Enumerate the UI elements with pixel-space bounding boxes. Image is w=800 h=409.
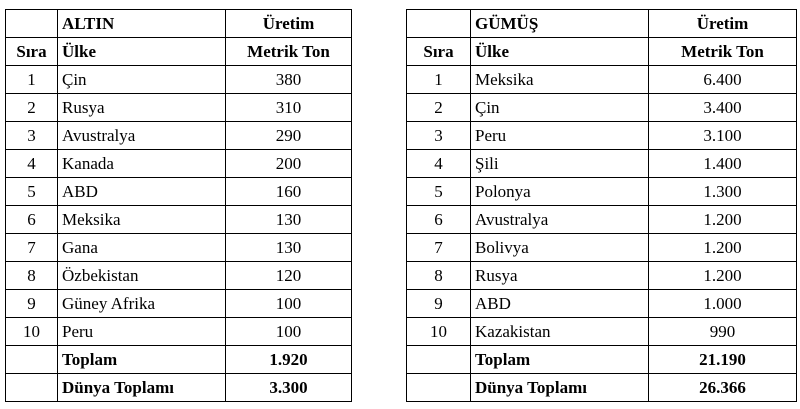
total-value: 21.190 bbox=[649, 346, 797, 374]
country-cell: Kazakistan bbox=[471, 318, 649, 346]
rank-cell: 2 bbox=[407, 94, 471, 122]
table-row bbox=[407, 318, 797, 346]
country-cell: Şili bbox=[471, 150, 649, 178]
silver-table-body bbox=[407, 10, 797, 66]
empty-cell bbox=[407, 374, 471, 402]
country-cell: Rusya bbox=[471, 262, 649, 290]
rank-cell: 3 bbox=[407, 122, 471, 150]
table-row bbox=[6, 122, 352, 150]
rank-header: Sıra bbox=[6, 38, 58, 66]
table-row bbox=[6, 290, 352, 318]
production-cell: 3.400 bbox=[649, 94, 797, 122]
production-cell: 200 bbox=[226, 150, 352, 178]
total-label: Toplam bbox=[471, 346, 649, 374]
unit-header: Metrik Ton bbox=[226, 38, 352, 66]
country-cell: Çin bbox=[58, 66, 226, 94]
table-row bbox=[6, 318, 352, 346]
rank-cell: 5 bbox=[407, 178, 471, 206]
gold-table-body bbox=[6, 10, 352, 66]
country-cell: Özbekistan bbox=[58, 262, 226, 290]
rank-cell: 1 bbox=[6, 66, 58, 94]
rank-cell: 2 bbox=[6, 94, 58, 122]
country-cell: ABD bbox=[58, 178, 226, 206]
production-cell: 1.300 bbox=[649, 178, 797, 206]
gold-totals bbox=[6, 346, 352, 402]
country-cell: Meksika bbox=[471, 66, 649, 94]
rank-cell: 10 bbox=[6, 318, 58, 346]
total-row bbox=[6, 346, 352, 374]
country-cell: Avustralya bbox=[58, 122, 226, 150]
country-cell: Bolivya bbox=[471, 234, 649, 262]
production-cell: 6.400 bbox=[649, 66, 797, 94]
country-cell: Güney Afrika bbox=[58, 290, 226, 318]
header-row-2 bbox=[407, 38, 797, 66]
production-cell: 1.400 bbox=[649, 150, 797, 178]
production-cell: 1.000 bbox=[649, 290, 797, 318]
rank-cell: 3 bbox=[6, 122, 58, 150]
empty-cell bbox=[407, 10, 471, 38]
production-cell: 380 bbox=[226, 66, 352, 94]
rank-cell: 4 bbox=[407, 150, 471, 178]
country-cell: Meksika bbox=[58, 206, 226, 234]
production-cell: 310 bbox=[226, 94, 352, 122]
table-row bbox=[407, 178, 797, 206]
rank-cell: 7 bbox=[407, 234, 471, 262]
production-cell: 100 bbox=[226, 318, 352, 346]
world-total-value: 26.366 bbox=[649, 374, 797, 402]
table-row bbox=[407, 150, 797, 178]
country-cell: Gana bbox=[58, 234, 226, 262]
production-cell: 1.200 bbox=[649, 206, 797, 234]
production-header: Üretim bbox=[226, 10, 352, 38]
empty-cell bbox=[407, 346, 471, 374]
table-title: ALTIN bbox=[58, 10, 226, 38]
country-header: Ülke bbox=[471, 38, 649, 66]
rank-cell: 1 bbox=[407, 66, 471, 94]
total-label: Toplam bbox=[58, 346, 226, 374]
rank-cell: 6 bbox=[407, 206, 471, 234]
gold-data-rows bbox=[6, 66, 352, 346]
production-cell: 1.200 bbox=[649, 262, 797, 290]
world-total-label: Dünya Toplamı bbox=[58, 374, 226, 402]
production-cell: 130 bbox=[226, 206, 352, 234]
country-cell: Avustralya bbox=[471, 206, 649, 234]
world-total-row bbox=[6, 374, 352, 402]
country-cell: Rusya bbox=[58, 94, 226, 122]
table-row bbox=[6, 206, 352, 234]
country-cell: Peru bbox=[471, 122, 649, 150]
production-cell: 1.200 bbox=[649, 234, 797, 262]
empty-cell bbox=[6, 346, 58, 374]
country-cell: Kanada bbox=[58, 150, 226, 178]
rank-cell: 5 bbox=[6, 178, 58, 206]
production-cell: 290 bbox=[226, 122, 352, 150]
table-row bbox=[6, 178, 352, 206]
table-row bbox=[407, 66, 797, 94]
table-row bbox=[407, 262, 797, 290]
country-cell: Peru bbox=[58, 318, 226, 346]
table-row bbox=[407, 234, 797, 262]
rank-cell: 4 bbox=[6, 150, 58, 178]
header-row-1 bbox=[6, 10, 352, 38]
silver-totals bbox=[407, 346, 797, 402]
rank-cell: 7 bbox=[6, 234, 58, 262]
rank-cell: 8 bbox=[6, 262, 58, 290]
rank-cell: 9 bbox=[6, 290, 58, 318]
rank-cell: 10 bbox=[407, 318, 471, 346]
unit-header: Metrik Ton bbox=[649, 38, 797, 66]
production-cell: 3.100 bbox=[649, 122, 797, 150]
production-header: Üretim bbox=[649, 10, 797, 38]
table-row bbox=[6, 262, 352, 290]
table-title: GÜMÜŞ bbox=[471, 10, 649, 38]
production-cell: 120 bbox=[226, 262, 352, 290]
table-row bbox=[407, 206, 797, 234]
silver-data-rows bbox=[407, 66, 797, 346]
table-row bbox=[6, 234, 352, 262]
country-cell: Polonya bbox=[471, 178, 649, 206]
rank-header: Sıra bbox=[407, 38, 471, 66]
empty-cell bbox=[6, 374, 58, 402]
header-row-2 bbox=[6, 38, 352, 66]
production-cell: 100 bbox=[226, 290, 352, 318]
country-cell: ABD bbox=[471, 290, 649, 318]
header-row-1 bbox=[407, 10, 797, 38]
world-total-label: Dünya Toplamı bbox=[471, 374, 649, 402]
production-cell: 160 bbox=[226, 178, 352, 206]
rank-cell: 6 bbox=[6, 206, 58, 234]
gold-production-table bbox=[5, 9, 352, 402]
total-value: 1.920 bbox=[226, 346, 352, 374]
production-cell: 990 bbox=[649, 318, 797, 346]
table-row bbox=[407, 94, 797, 122]
empty-cell bbox=[6, 10, 58, 38]
country-header: Ülke bbox=[58, 38, 226, 66]
world-total-row bbox=[407, 374, 797, 402]
world-total-value: 3.300 bbox=[226, 374, 352, 402]
table-row bbox=[407, 122, 797, 150]
silver-production-table bbox=[406, 9, 797, 402]
production-cell: 130 bbox=[226, 234, 352, 262]
table-row bbox=[6, 150, 352, 178]
table-row bbox=[6, 66, 352, 94]
rank-cell: 9 bbox=[407, 290, 471, 318]
country-cell: Çin bbox=[471, 94, 649, 122]
table-row bbox=[6, 94, 352, 122]
rank-cell: 8 bbox=[407, 262, 471, 290]
table-row bbox=[407, 290, 797, 318]
total-row bbox=[407, 346, 797, 374]
